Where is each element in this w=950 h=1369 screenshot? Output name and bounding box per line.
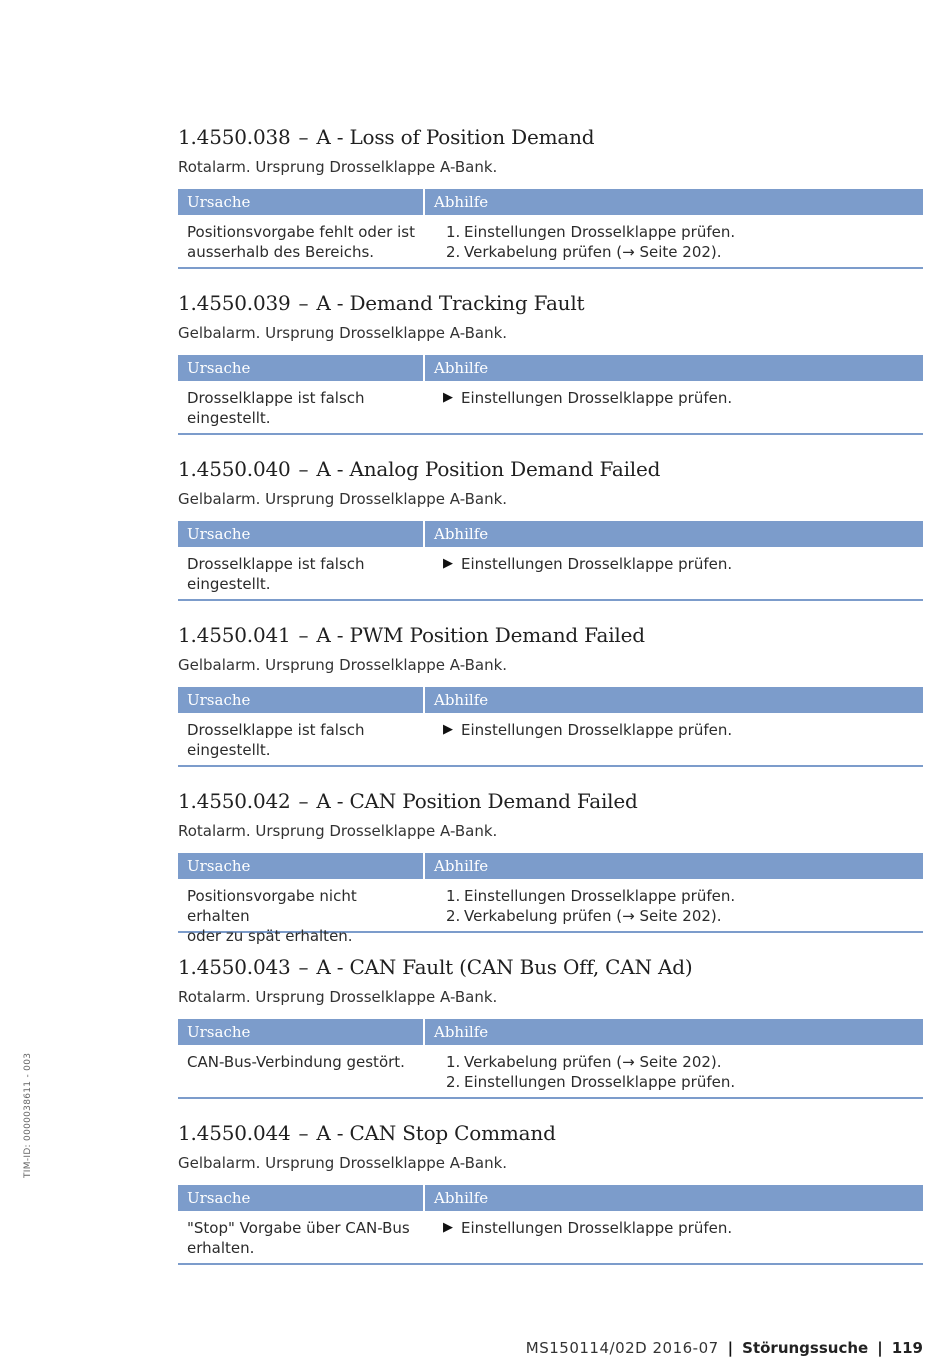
cause-line: Positionsvorgabe nicht erhalten [187, 887, 357, 925]
fault-section [178, 454, 923, 620]
remedy-text: Einstellungen Drosselklappe prüfen. [461, 389, 733, 407]
header-remedy: Abhilfe [425, 521, 923, 547]
remedy-text: Verkabelung prüfen (→ Seite 202). [464, 243, 722, 261]
cause-cell [178, 381, 425, 433]
remedy-text: Einstellungen Drosselklappe prüfen. [461, 721, 733, 739]
cause-line: erhalten. [187, 1239, 255, 1257]
cause-line: eingestellt. [187, 741, 271, 759]
footer-page-number: 119 [891, 1339, 923, 1357]
remedy-cell [425, 547, 923, 599]
cause-cell [178, 713, 425, 765]
header-remedy: Abhilfe [425, 687, 923, 713]
header-cause: Ursache [178, 1185, 423, 1211]
fault-code: 1.4550.042 [178, 789, 291, 813]
alarm-description: Gelbalarm. Ursprung Drosselklappe A-Bank. [178, 656, 508, 674]
cause-cell [178, 547, 425, 599]
fault-heading [178, 454, 923, 484]
alarm-description: Rotalarm. Ursprung Drosselklappe A-Bank. [178, 158, 498, 176]
remedy-step [446, 1052, 923, 1072]
cause-line: eingestellt. [187, 409, 271, 427]
table-header [178, 521, 923, 547]
fault-title: A - Loss of Position Demand [316, 125, 595, 149]
cause-cell [178, 1211, 425, 1263]
footer-separator: | [727, 1339, 734, 1357]
fault-heading [178, 122, 923, 152]
remedy-text: Verkabelung prüfen (→ Seite 202). [464, 1053, 722, 1071]
remedy-step [446, 222, 923, 242]
fault-title: A - CAN Stop Command [316, 1121, 556, 1145]
table-row [178, 1045, 923, 1099]
remedy-text: Einstellungen Drosselklappe prüfen. [464, 223, 736, 241]
table-row [178, 713, 923, 767]
table-header [178, 189, 923, 215]
step-number: 1. [446, 1053, 461, 1071]
remedy-step [443, 388, 923, 408]
remedy-cell [425, 215, 923, 267]
remedy-text: Einstellungen Drosselklappe prüfen. [464, 1073, 736, 1091]
header-cause: Ursache [178, 1019, 423, 1045]
step-number: 2. [446, 907, 461, 925]
fault-code: 1.4550.044 [178, 1121, 291, 1145]
remedy-text: Verkabelung prüfen (→ Seite 202). [464, 907, 722, 925]
cause-line: Drosselklappe ist falsch [187, 721, 365, 739]
remedy-step [443, 554, 923, 574]
cause-line: "Stop" Vorgabe über CAN-Bus [187, 1219, 410, 1237]
fault-code: 1.4550.041 [178, 623, 291, 647]
fault-code: 1.4550.043 [178, 955, 291, 979]
remedy-step [446, 242, 923, 262]
header-cause: Ursache [178, 189, 423, 215]
table-row [178, 547, 923, 601]
fault-heading [178, 952, 923, 982]
alarm-description: Rotalarm. Ursprung Drosselklappe A-Bank. [178, 988, 498, 1006]
remedy-cell [425, 879, 923, 931]
table-row [178, 215, 923, 269]
footer-doc-id: MS150114/02D 2016-07 [525, 1339, 719, 1357]
remedy-cell [425, 713, 923, 765]
cause-line: ausserhalb des Bereichs. [187, 243, 375, 261]
footer-separator: | [877, 1339, 883, 1357]
remedy-cell [425, 1045, 923, 1097]
tim-id-label: TIM-ID: 0000038611 - 003 [23, 1052, 33, 1178]
cause-line: eingestellt. [187, 575, 271, 593]
remedy-step [446, 906, 923, 926]
header-cause: Ursache [178, 853, 423, 879]
header-cause: Ursache [178, 521, 423, 547]
page-footer [526, 1339, 923, 1357]
fault-title: A - CAN Position Demand Failed [316, 789, 638, 813]
alarm-description: Gelbalarm. Ursprung Drosselklappe A-Bank. [178, 1154, 508, 1172]
step-number: 1. [446, 887, 461, 905]
footer-chapter: Störungssuche [742, 1339, 869, 1357]
remedy-text: Einstellungen Drosselklappe prüfen. [461, 1219, 733, 1237]
fault-section [178, 122, 923, 288]
table-row [178, 1211, 923, 1265]
table-header [178, 687, 923, 713]
table-row [178, 381, 923, 435]
table-header [178, 355, 923, 381]
heading-dash: – [298, 1121, 309, 1145]
step-number: 2. [446, 243, 461, 261]
remedy-text: Einstellungen Drosselklappe prüfen. [464, 887, 736, 905]
table-header [178, 1185, 923, 1211]
step-number: 1. [446, 223, 461, 241]
fault-section [178, 786, 923, 952]
header-cause: Ursache [178, 687, 423, 713]
remedy-text: Einstellungen Drosselklappe prüfen. [461, 555, 733, 573]
header-remedy: Abhilfe [425, 355, 923, 381]
fault-title: A - CAN Fault (CAN Bus Off, CAN Ad) [316, 955, 693, 979]
heading-dash: – [298, 623, 309, 647]
heading-dash: – [298, 457, 309, 481]
fault-section [178, 288, 923, 454]
cause-line: CAN-Bus-Verbindung gestört. [187, 1053, 405, 1071]
header-remedy: Abhilfe [425, 189, 923, 215]
fault-section [178, 620, 923, 786]
header-remedy: Abhilfe [425, 1185, 923, 1211]
table-row [178, 879, 923, 945]
heading-dash: – [298, 955, 309, 979]
fault-heading [178, 786, 923, 816]
remedy-step [443, 720, 923, 740]
fault-code: 1.4550.039 [178, 291, 291, 315]
table-header [178, 853, 923, 879]
cause-line: Drosselklappe ist falsch [187, 555, 365, 573]
fault-title: A - Demand Tracking Fault [316, 291, 585, 315]
play-arrow-icon: ▶ [443, 556, 453, 571]
fault-heading [178, 1118, 923, 1148]
header-remedy: Abhilfe [425, 853, 923, 879]
table-header [178, 1019, 923, 1045]
step-number: 2. [446, 1073, 461, 1091]
fault-heading [178, 620, 923, 650]
heading-dash: – [298, 125, 309, 149]
fault-title: A - Analog Position Demand Failed [316, 457, 661, 481]
fault-code: 1.4550.038 [178, 125, 291, 149]
header-remedy: Abhilfe [425, 1019, 923, 1045]
cause-cell [178, 215, 425, 267]
alarm-description: Gelbalarm. Ursprung Drosselklappe A-Bank. [178, 490, 508, 508]
cause-cell [178, 879, 425, 945]
alarm-description: Rotalarm. Ursprung Drosselklappe A-Bank. [178, 822, 498, 840]
header-cause: Ursache [178, 355, 423, 381]
play-arrow-icon: ▶ [443, 390, 453, 405]
fault-title: A - PWM Position Demand Failed [316, 623, 645, 647]
cause-line: oder zu spät erhalten. [187, 927, 353, 945]
remedy-step [443, 1218, 923, 1238]
play-arrow-icon: ▶ [443, 1220, 453, 1235]
heading-dash: – [298, 291, 309, 315]
heading-dash: – [298, 789, 309, 813]
fault-code: 1.4550.040 [178, 457, 291, 481]
cause-line: Drosselklappe ist falsch [187, 389, 365, 407]
remedy-step [446, 1072, 923, 1092]
fault-heading [178, 288, 923, 318]
remedy-step [446, 886, 923, 906]
play-arrow-icon: ▶ [443, 722, 453, 737]
cause-cell [178, 1045, 425, 1097]
cause-line: Positionsvorgabe fehlt oder ist [187, 223, 415, 241]
fault-list [178, 122, 923, 1284]
remedy-cell [425, 1211, 923, 1263]
alarm-description: Gelbalarm. Ursprung Drosselklappe A-Bank. [178, 324, 508, 342]
fault-section [178, 952, 923, 1118]
fault-section [178, 1118, 923, 1284]
remedy-cell [425, 381, 923, 433]
